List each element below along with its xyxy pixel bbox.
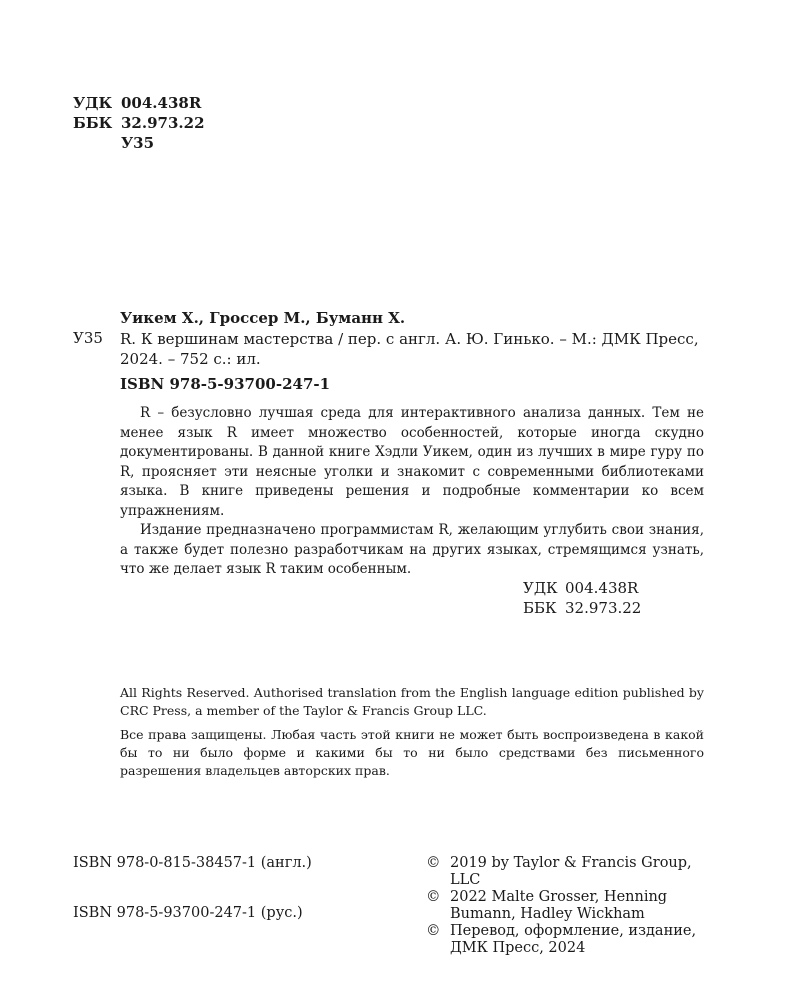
copyright-text: Перевод, оформление, издание, ДМК Пресс, 2024 (450, 923, 697, 956)
annotation-paragraph: Издание предназначено программистам R, желающим углубить свои знания, а также будет полезно разработчикам на других языках, стремящимся узнать, что же делает язык R таким особенным. (120, 522, 704, 577)
top-classification-codes (73, 93, 205, 153)
copyright-text: 2019 by Taylor & Francis Group, LLC (450, 855, 692, 888)
code-key: ББК (523, 599, 557, 617)
code-value: У35 (121, 134, 155, 152)
copyright-symbol: © (426, 855, 441, 871)
bbk-row (523, 598, 641, 618)
code-key: УДК (73, 94, 113, 112)
isbn-russian: ISBN 978-5-93700-247-1 (рус.) (73, 905, 303, 921)
udk-row (523, 578, 641, 598)
annotation (120, 404, 704, 580)
rights-english: All Rights Reserved. Authorised translation from the English language edition published by CRC Press, a member of the Taylor & Francis Group LLC. (120, 685, 704, 718)
isbn-english: ISBN 978-0-815-38457-1 (англ.) (73, 855, 312, 871)
author-mark-left: У35 (73, 329, 103, 347)
code-value: 32.973.22 (121, 114, 205, 132)
title-description: R. К вершинам мастерства / пер. с англ. А. Ю. Гинько. – М.: ДМК Пресс, 2024. – 752 с.: ил. (120, 330, 699, 368)
annotation-paragraph: R – безусловно лучшая среда для интерактивного анализа данных. Тем не менее язык R имеет множество особенностей, которые иногда скудно документированы. В данной книге Хэдли Уикем, один из лучших в мире гуру по R, проясняет эти неясные уголки и знакомит с современными библиотеками языка. В книге приведены решения и подробные комментарии ко всем упражнениям. (120, 405, 704, 519)
code-key (73, 133, 121, 153)
copyright-symbol: © (426, 923, 441, 939)
copyright-row (426, 855, 702, 889)
copyright-text: 2022 Malte Grosser, Henning Bumann, Hadley Wickham (450, 889, 668, 922)
copyright-row (426, 923, 702, 957)
author-mark-row (73, 133, 205, 153)
copyright-symbol: © (426, 889, 441, 905)
code-key: УДК (523, 579, 558, 597)
copyright-row (426, 889, 702, 923)
right-classification-codes (523, 578, 641, 618)
udk-row (73, 93, 205, 113)
authors-line: Уикем Х., Гроссер М., Буманн Х. (120, 309, 406, 327)
code-value: 004.438R (121, 94, 202, 112)
code-value: 32.973.22 (565, 599, 642, 617)
rights-russian: Все права защищены. Любая часть этой книги не может быть воспроизведена в какой бы то ни было форме и какими бы то ни было средствами без письменного разрешения владельцев авторских прав. (120, 727, 704, 778)
code-value: 004.438R (565, 579, 639, 597)
copyright-notices (426, 855, 702, 957)
bbk-row (73, 113, 205, 133)
isbn-main: ISBN 978-5-93700-247-1 (120, 375, 331, 393)
code-key: ББК (73, 114, 113, 132)
